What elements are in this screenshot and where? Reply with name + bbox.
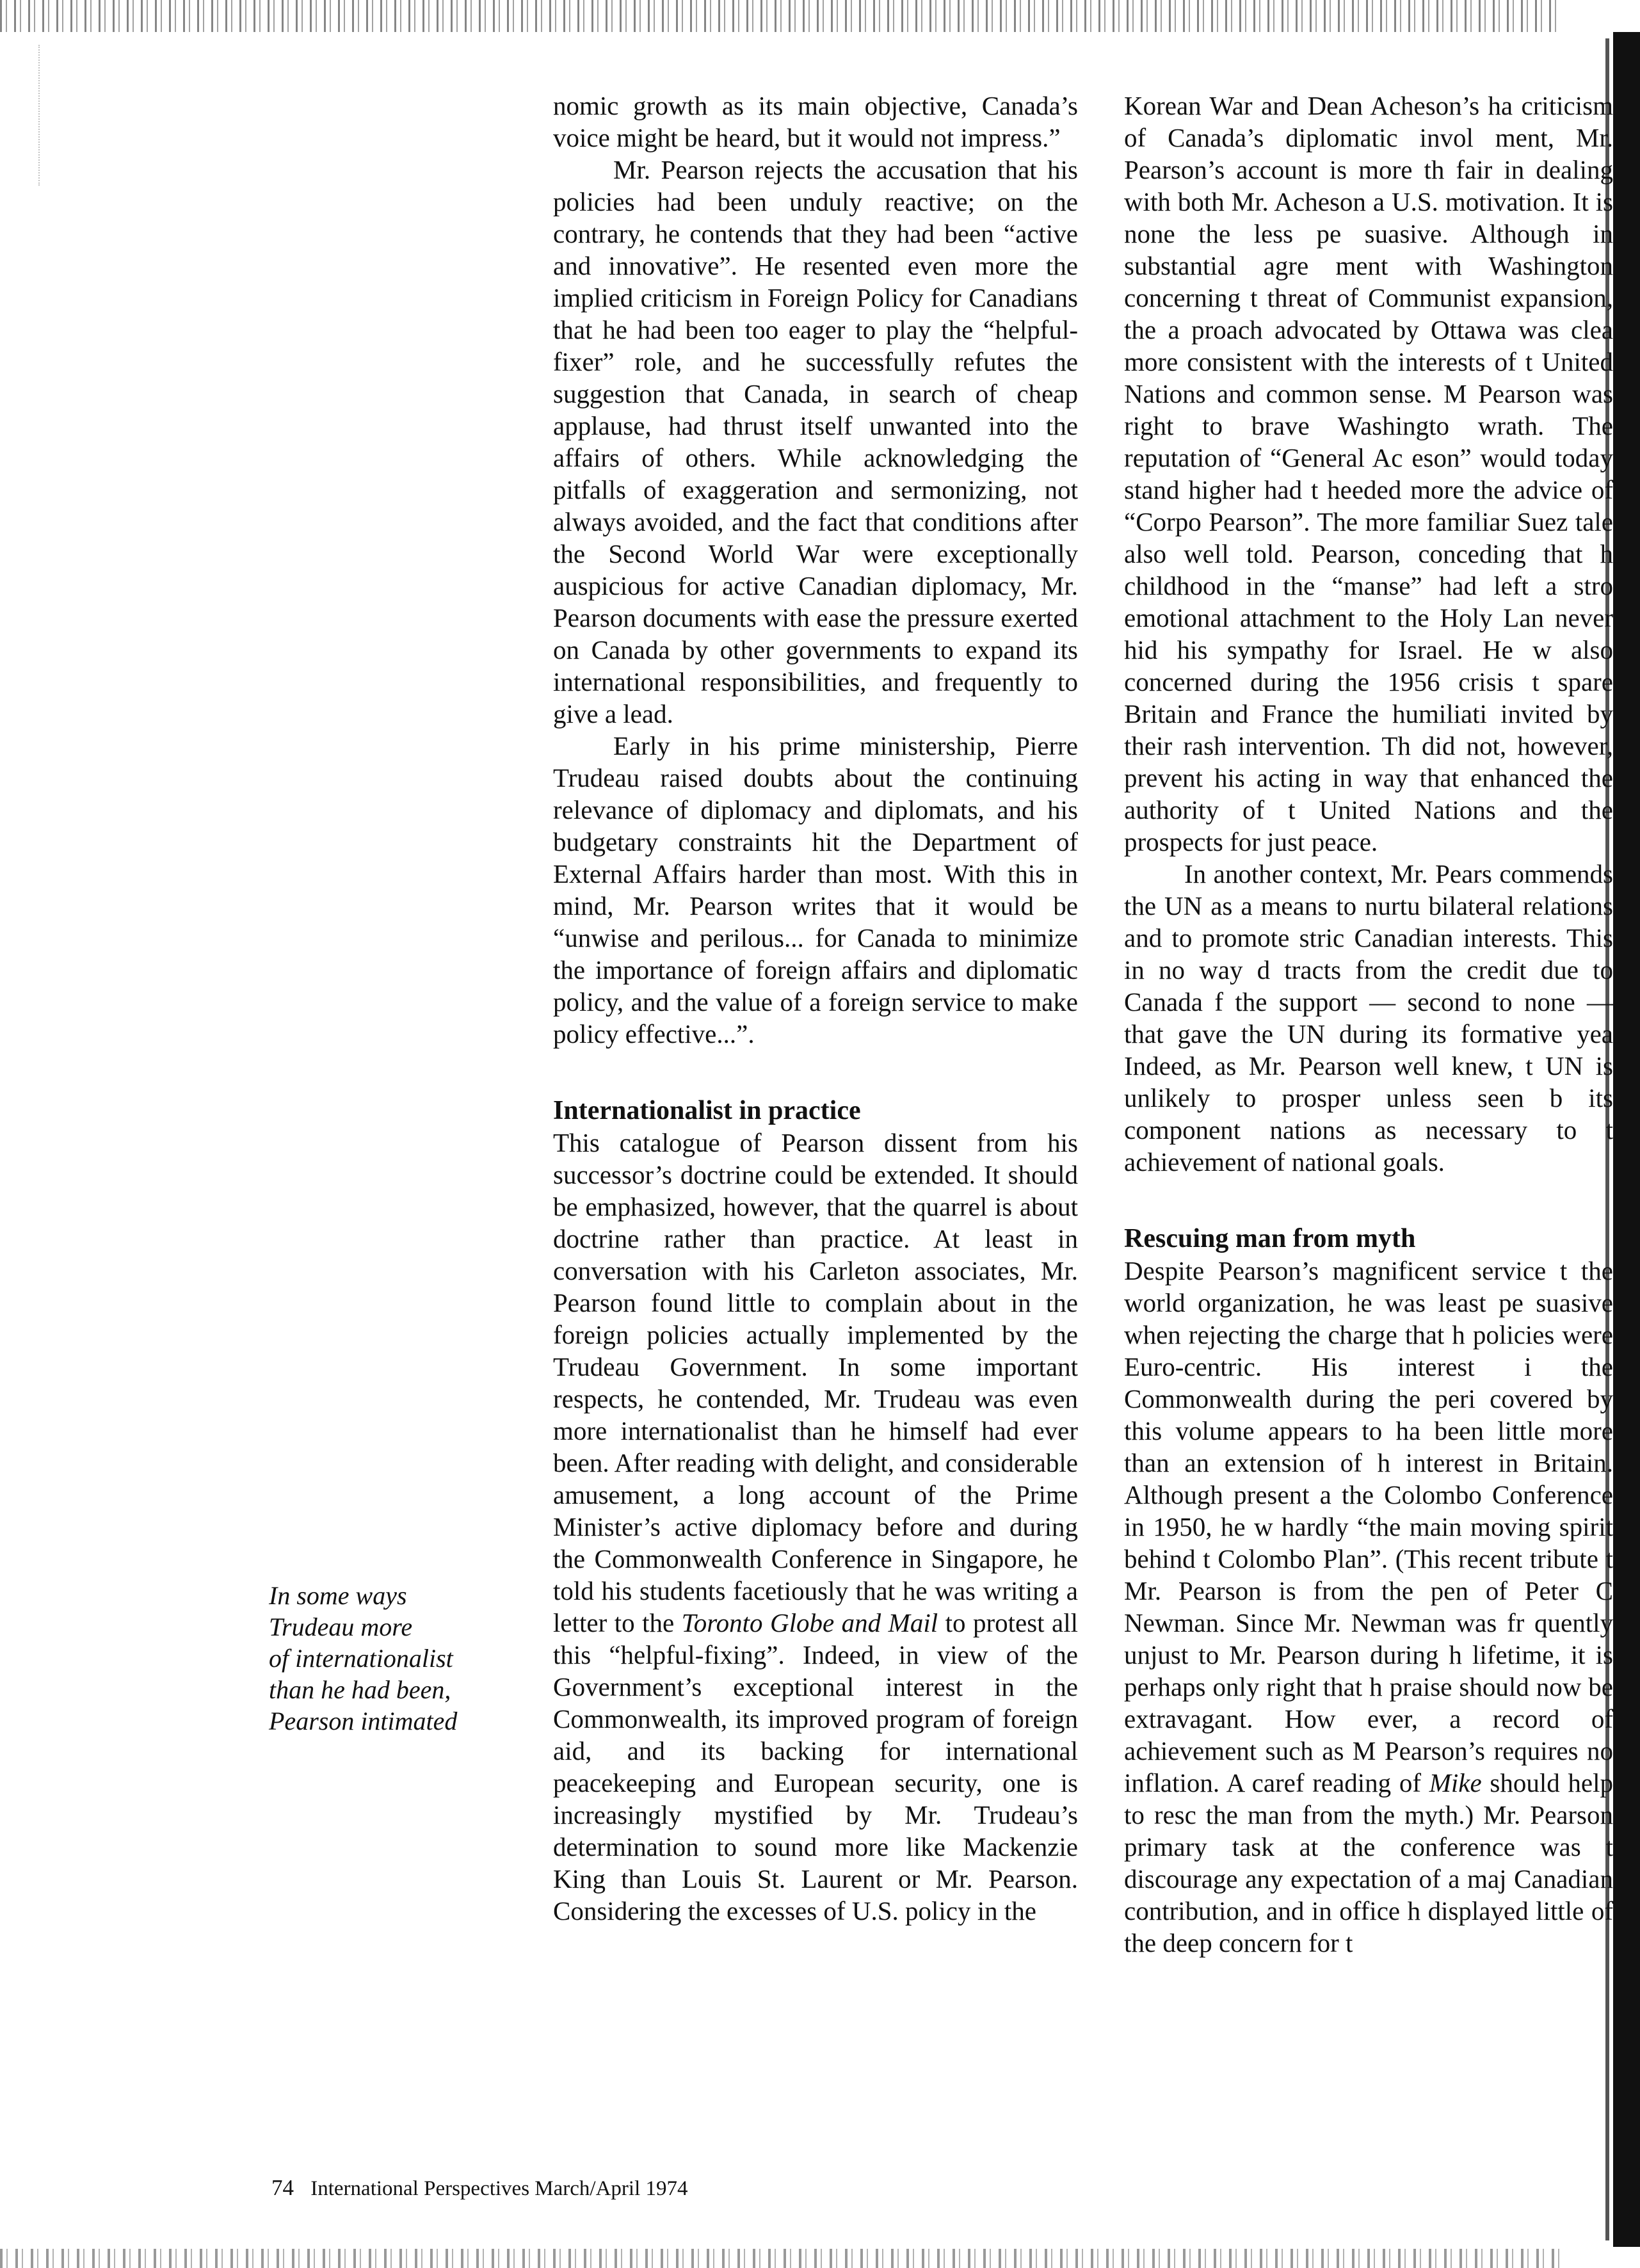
paragraph: Korean War and Dean Acheson’s ha criticism of Canada’s diplomatic invol ment, Mr. Pearson’s account is more th fair in dealing with both Mr. Acheson a U.S. motivation. It is none the less pe suasive. Although in substantial agre ment with Washington concerning t threat of Communist expansion, the a proach advocated by Ottawa was clea more consistent with the interests of t United Nations and common sense. M Pearson was right to brave Washingto wrath. The reputation of “General Ac eson” would today stand higher had t heeded more the advice of “Corpo Pearson”. The more familiar Suez tale also well told. Pearson, conceding that h childhood in the “manse” had left a stro emotional attachment to the Holy Lan never hid his sympathy for Israel. He w also concerned during the 1956 crisis t spare Britain and France the humiliati invited by their rash intervention. Th did not, however, prevent his acting in way that enhanced the authority of t United Nations and the prospects for just peace. [1124,91,1613,857]
text-run: Despite Pearson’s magnificent service t the world organization, he was least pe suasive when rejecting the charge that h policies were Euro-centric. His interest i the Commonwealth during the peri covered by this volume appears to ha been little more than an extension of h interest in Britain. Although present a the Colombo Conference in 1950, he w hardly “the main moving spirit behind t Colombo Plan”. (This recent tribute t Mr. Pearson is from the pen of Peter C Newman. Since Mr. Newman was fr quently unjust to Mr. Pearson during h lifetime, it is perhaps only right that h praise should now be extravagant. How ever, a record of achievement such as M Pearson’s requires no inflation. A caref reading of [1124,1256,1613,1798]
pull-quote-line: Trudeau more [269,1613,413,1641]
paragraph: Early in his prime ministership, Pierre Trudeau raised doubts about the continuing relevance of diplomacy and diplomats, and his budgetary constraints hit the Department of External Affairs harder than most. With this in mind, Mr. Pearson writes that it would be “unwise and perilous... for Canada to minimize the importance of foreign affairs and diplomatic policy, and the value of a foreign service to make policy effective...”. [553,731,1078,1049]
page-footer [271,2175,688,2201]
scan-edge-top [0,0,1562,32]
page-number: 74 [271,2175,294,2200]
pull-quote-line: In some ways [269,1581,407,1610]
book-title: Mike [1429,1768,1482,1798]
text-run: This catalogue of Pearson dissent from his successor’s doctrine could be extended. It should be emphasized, however, that the quarrel is about doctrine rather than practice. At least in conversation with his Carleton associates, Mr. Pearson found little to complain about in the foreign policies actually implemented by the Trudeau Government. In some important respects, he contended, Mr. Trudeau was even more internationalist than he himself had ever been. After reading with delight, and considerable amusement, a long account of the Prime Minister’s active diplomacy before and during the Commonwealth Conference in Singapore, he told his students facetiously that he was writing a letter to the [553,1128,1078,1637]
paragraph: Mr. Pearson rejects the accusation that his policies had been unduly reactive; on the contrary, he contends that they had been “active and innovative”. He resented even more the implied criticism in Foreign Policy for Canadians that he had been too eager to play the “helpful-fixer” role, and he successfully refutes the suggestion that Canada, in search of cheap applause, had thrust itself unwanted into the affairs of others. While acknowledging the pitfalls of exaggeration and sermonizing, not always avoided, and the fact that conditions after the Second World War were exceptionally auspicious for active Canadian diplomacy, Mr. Pearson documents with ease the pressure exerted on Canada by other governments to expand its international responsibilities, and frequently to give a lead. [553,155,1078,728]
paragraph: nomic growth as its main objective, Canada’s voice might be heard, but it would not impress.” [553,91,1078,152]
middle-column [553,90,1078,2106]
section-gap [1124,1178,1613,1223]
binding-edge [1613,32,1640,2247]
pull-quote-line: Pearson intimated [269,1707,458,1735]
right-column [1124,90,1613,2106]
pull-quote-line: than he had been, [269,1675,451,1704]
pull-quote [269,1580,538,1737]
paragraph [1124,1255,1613,1959]
section-heading: Internationalist in practice [553,1096,861,1125]
section-heading: Rescuing man from myth [1124,1224,1416,1253]
paragraph: In another context, Mr. Pears commends the UN as a means to nurtu bilateral relations and to promote stric Canadian interests. This in no way d tracts from the credit due to Canada f the support — second to none — that gave the UN during its formative yea Indeed, as Mr. Pearson well knew, t UN is unlikely to prosper unless seen b its component nations as necessary to t achievement of national goals. [1124,859,1613,1177]
scan-edge-bottom [0,2249,1562,2268]
text-run: to protest all this “helpful-fixing”. Indeed, in view of the Government’s exceptional interest in the Commonwealth, its improved program of foreign aid, and its backing for international peacekeeping and European security, one is increasingly mystified by Mr. Trudeau’s determination to sound more like Mackenzie King than Louis St. Laurent or Mr. Pearson. Considering the excesses of U.S. policy in the [553,1608,1078,1926]
text-run: should help to resc the man from the myth.) Mr. Pearson primary task at the conference was t discourage any expectation of a maj Canadian contribution, and in office h displayed little of the deep concern for t [1124,1768,1613,1958]
margin-marks [38,45,129,186]
pull-quote-line: of internationalist [269,1644,453,1673]
paragraph [553,1127,1078,1927]
newspaper-title: Toronto Globe and Mail [681,1608,938,1637]
publication-line: International Perspectives March/April 1974 [310,2177,688,2200]
section-gap [553,1050,1078,1095]
